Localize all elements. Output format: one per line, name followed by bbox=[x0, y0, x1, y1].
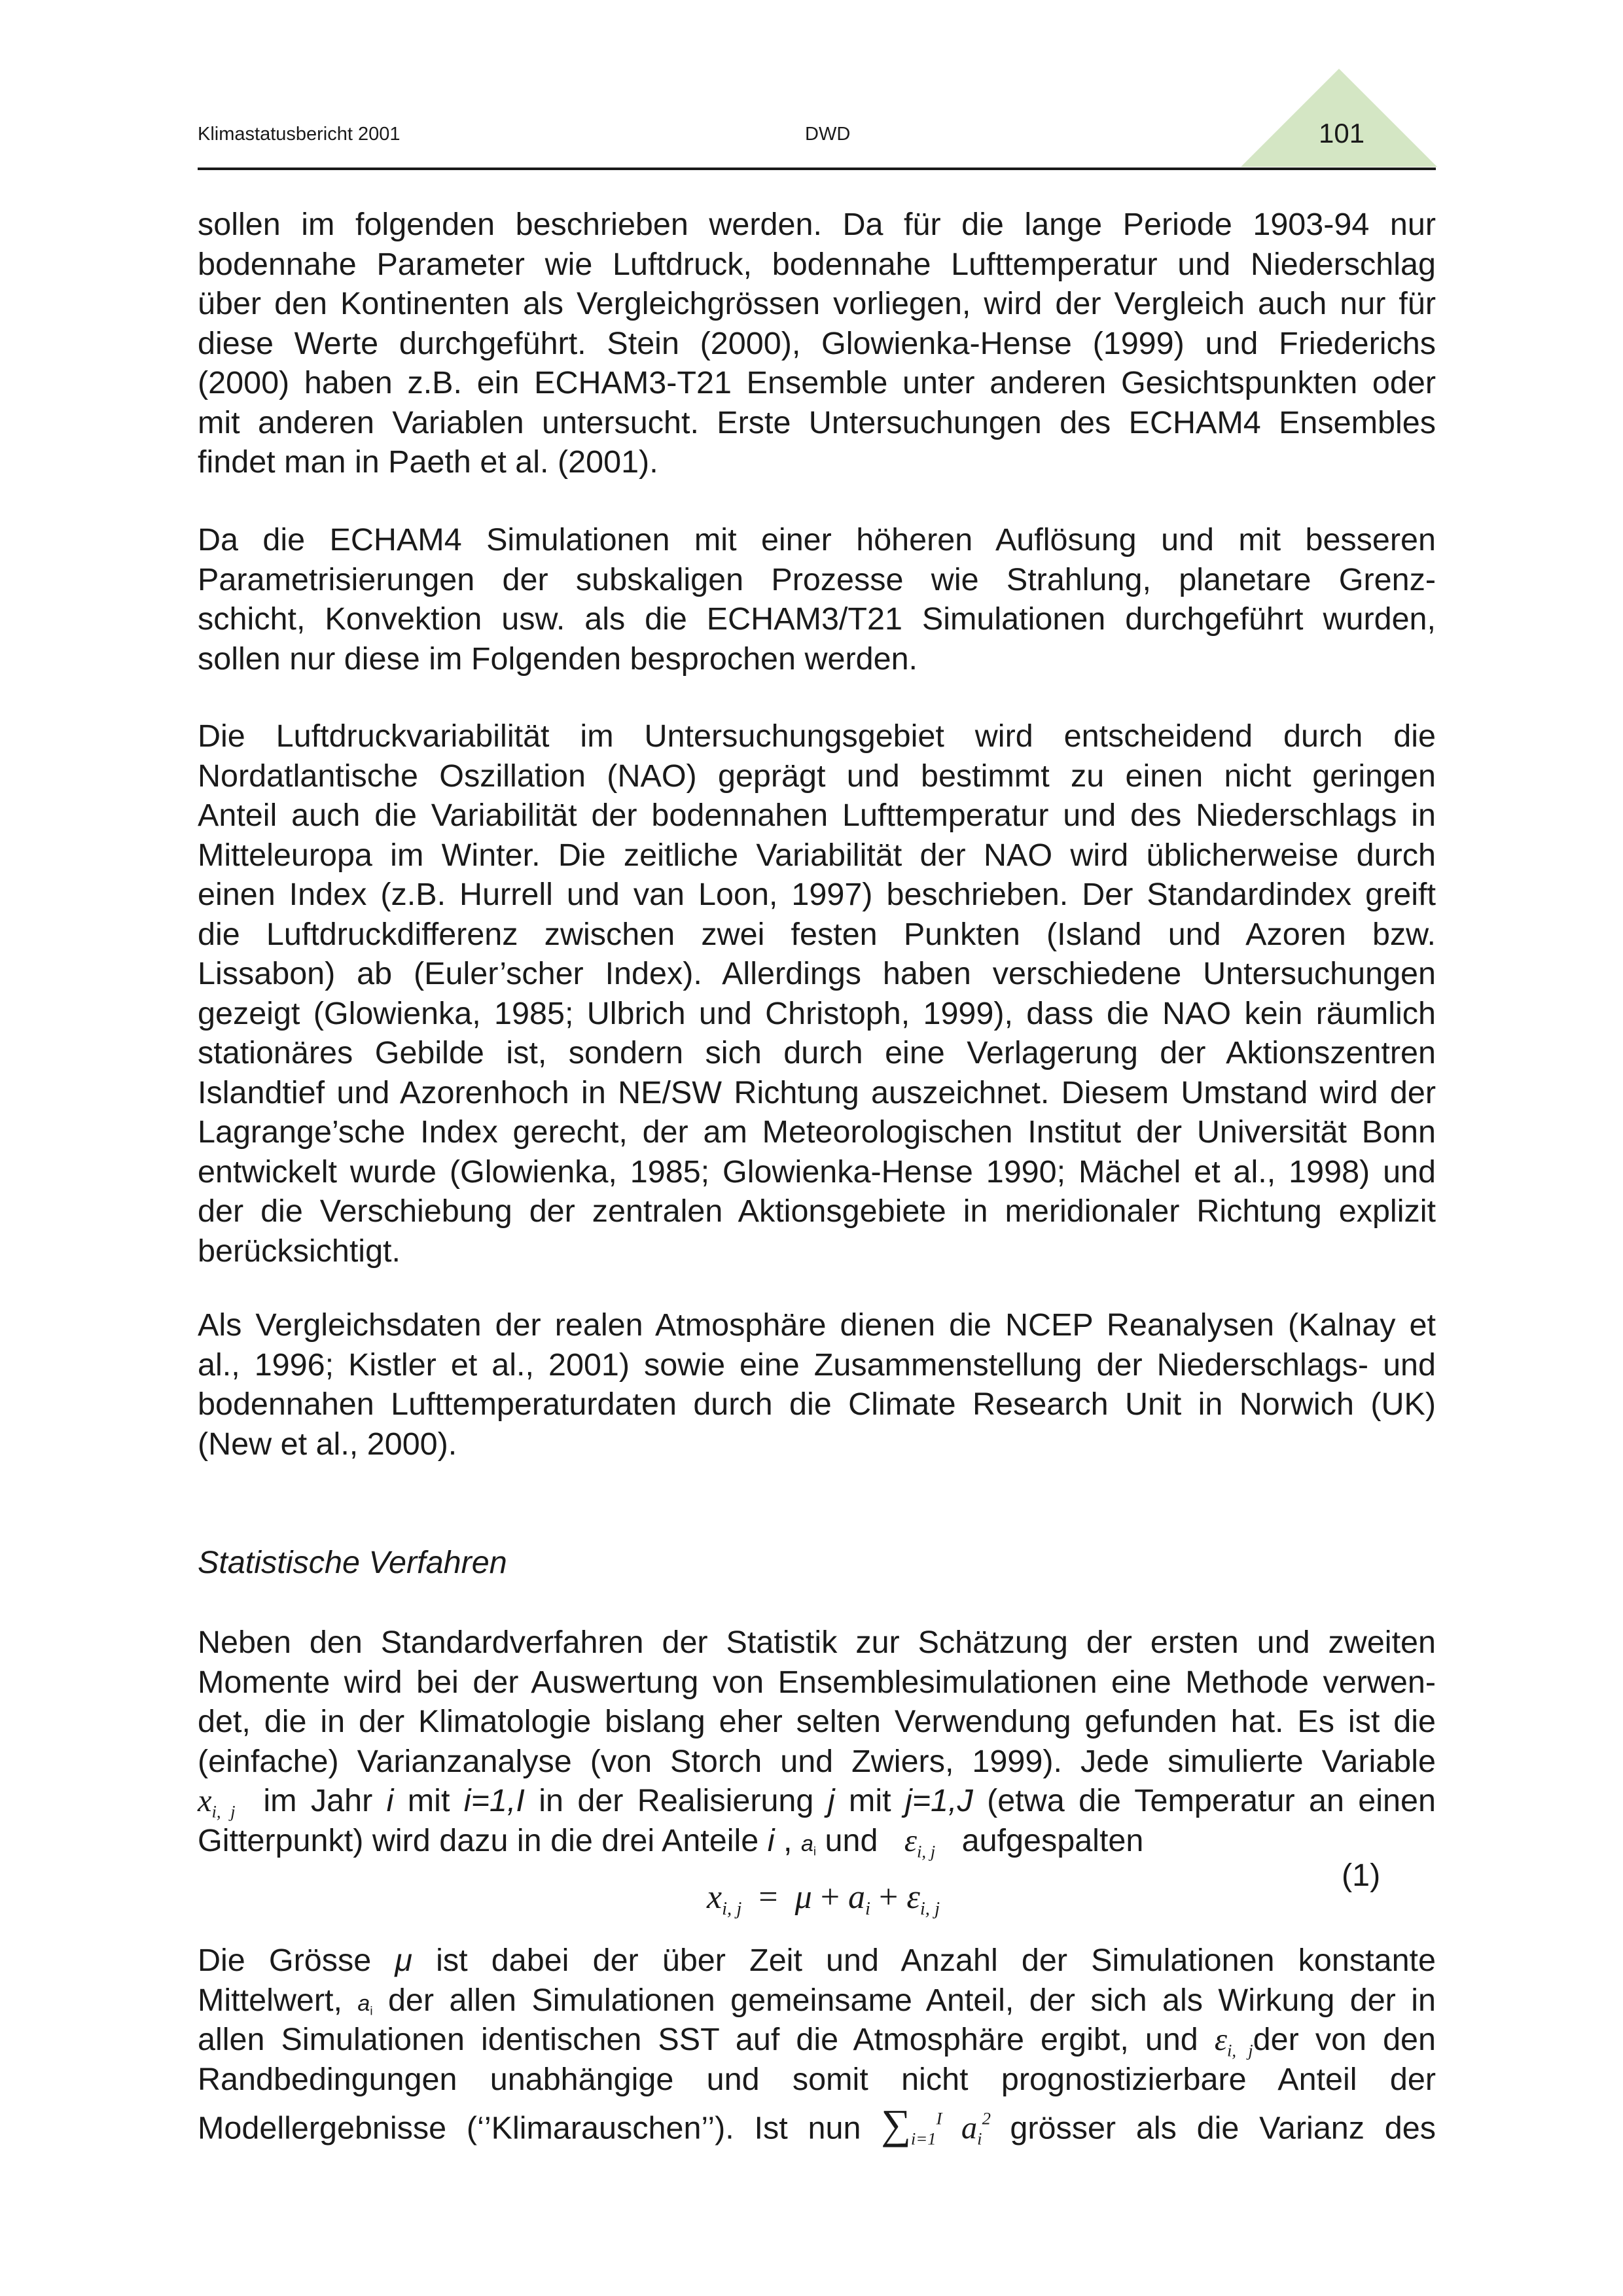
variable-x-ij: $x_{i, j}$ bbox=[198, 1784, 236, 1822]
page-number: 101 bbox=[1319, 118, 1365, 149]
text-line: sollen im folgenden beschrieben werden. Da für die lange Periode 1903-94 nur bbox=[198, 207, 1436, 242]
text-line: stationäres Gebilde ist, sondern sich durch eine Verlagerung der Aktionszentren bbox=[198, 1035, 1436, 1070]
text-line: Da die ECHAM4 Simulationen mit einer höheren Auflösung und mit besseren bbox=[198, 522, 1436, 557]
text-line: Neben den Standardverfahren der Statistik zur Schätzung der ersten und zweiten bbox=[198, 1625, 1436, 1660]
header-rule bbox=[198, 168, 1436, 170]
header-publisher: DWD bbox=[805, 124, 851, 145]
text-line: Momente wird bei der Auswertung von Ensemblesimulationen eine Methode verwen- bbox=[198, 1664, 1436, 1700]
paragraph-2 bbox=[198, 520, 1436, 679]
text-line: diese Werte durchgeführt. Stein (2000), Glowienka-Hense (1999) und Friederichs bbox=[198, 325, 1436, 361]
equation-number: (1) bbox=[1342, 1858, 1381, 1893]
text-line: Die Luftdruckvariabilität im Untersuchungsgebiet wird entscheidend durch die bbox=[198, 718, 1436, 754]
text-line: al., 1996; Kistler et al., 2001) sowie eine Zusammenstellung der Niederschlags- und bbox=[198, 1347, 1436, 1383]
text-line: Nordatlantische Oszillation (NAO) geprägt und bestimmt zu einen nicht geringen bbox=[198, 758, 1436, 794]
text-line: det, die in der Klimatologie bislang eher selten Verwendung gefunden hat. Es ist die bbox=[198, 1704, 1436, 1739]
text-line: die Luftdruckdifferenz zwischen zwei festen Punkten (Island und Azoren bzw. bbox=[198, 916, 1436, 952]
text-line: schicht, Konvektion usw. als die ECHAM3/T21 Simulationen durchgeführt wurden, bbox=[198, 601, 1436, 637]
text-line: (2000) haben z.B. ein ECHAM3-T21 Ensemble unter anderen Gesichtspunkten oder bbox=[198, 365, 1436, 400]
text-line: (einfache) Varianzanalyse (von Storch und Zwiers, 1999). Jede simulierte Variable bbox=[198, 1743, 1436, 1779]
text-line: Mitteleuropa im Winter. Die zeitliche Variabilität der NAO wird üblicherweise durch bbox=[198, 837, 1436, 873]
text-line: berücksichtigt. bbox=[198, 1233, 401, 1269]
paragraph-5 bbox=[198, 1623, 1436, 1860]
text-line-with-math: Gitterpunkt) wird dazu in die drei Anteile i , $a_i$ und $\varepsilon_{i, j}$ aufgespalten bbox=[198, 1822, 1144, 1861]
text-line: Als Vergleichsdaten der realen Atmosphäre dienen die NCEP Reanalysen (Kalnay et bbox=[198, 1307, 1436, 1343]
text-line: Islandtief und Azorenhoch in NE/SW Richtung auszeichnet. Diesem Umstand wird der bbox=[198, 1074, 1436, 1110]
text-line-with-math: $x_{i, j}$ im Jahr i mit i=1,I in der Realisierung j mit j=1,J (etwa die Temperatur an einen bbox=[198, 1783, 1436, 1822]
text-line: Parametrisierungen der subskaligen Prozesse wie Strahlung, planetare Grenz- bbox=[198, 561, 1436, 597]
text-line: Lissabon) ab (Euler’scher Index). Allerdings haben verschiedene Untersuchungen bbox=[198, 956, 1436, 991]
text-line: bodennahe Parameter wie Luftdruck, bodennahe Lufttemperatur und Niederschlag bbox=[198, 246, 1436, 282]
text-line: entwickelt wurde (Glowienka, 1985; Glowienka-Hense 1990; Mächel et al., 1998) und bbox=[198, 1154, 1436, 1190]
paragraph-6 bbox=[198, 1941, 1436, 2149]
text-line: Anteil auch die Variabilität der bodennahen Lufttemperatur und des Niederschlags in bbox=[198, 798, 1436, 833]
text-line: über den Kontinenten als Vergleichgrössen vorliegen, wird der Vergleich auch nur für bbox=[198, 286, 1436, 321]
text-line: bodennahen Lufttemperaturdaten durch die Climate Research Unit in Norwich (UK) bbox=[198, 1386, 1436, 1422]
text-line: der die Verschiebung der zentralen Aktionsgebiete in meridionaler Richtung explizit bbox=[198, 1193, 1436, 1229]
text-line: gezeigt (Glowienka, 1985; Ulbrich und Christoph, 1999), dass die NAO kein räumlich bbox=[198, 995, 1436, 1031]
text-line: allen Simulationen identischen SST auf die Atmosphäre ergibt, und $\varepsilon_{i, j}der$ von den bbox=[198, 2022, 1436, 2060]
text-line: mit anderen Variablen untersucht. Erste Untersuchungen des ECHAM4 Ensembles bbox=[198, 404, 1436, 440]
text-line: Die Grösse μ ist dabei der über Zeit und Anzahl der Simulationen konstante bbox=[198, 1943, 1436, 1978]
text-line: findet man in Paeth et al. (2001). bbox=[198, 444, 658, 480]
equation-1: $x_{i, j} = \mu + a_i + \varepsilon_{i, j}$ bbox=[707, 1879, 940, 1919]
text-line: einen Index (z.B. Hurrell und van Loon, 1997) beschrieben. Der Standardindex greift bbox=[198, 877, 1436, 912]
text-line: Mittelwert, $a_i$ der allen Simulationen gemeinsame Anteil, der sich als Wirkung der in bbox=[198, 1982, 1436, 2018]
text-line: sollen nur diese im Folgenden besprochen werden. bbox=[198, 641, 918, 677]
paragraph-1 bbox=[198, 205, 1436, 482]
paragraph-3 bbox=[198, 716, 1436, 1271]
variable-epsilon-ij: $\varepsilon_{i, j}$ bbox=[904, 1823, 936, 1861]
section-heading: Statistische Verfahren bbox=[198, 1545, 507, 1580]
text-line: Modellergebnisse (‘’Klimarauschen’’). Ist nun $\sum_{i=1}^I$ $a_i^2$ grösser als die Varianz des bbox=[198, 2101, 1436, 2149]
paragraph-4 bbox=[198, 1305, 1436, 1464]
text-line: Randbedingungen unabhängige und somit nicht prognostizierbare Anteil der bbox=[198, 2061, 1436, 2097]
text-line: (New et al., 2000). bbox=[198, 1426, 457, 1462]
variable-a-i: $a_i$ bbox=[800, 1831, 817, 1858]
sum-expression: $\sum_{i=1}^I$ $a_i^2$ bbox=[881, 2101, 991, 2149]
header-report-title: Klimastatusbericht 2001 bbox=[198, 124, 401, 145]
text-line: Lagrange’sche Index gerecht, der am Meteorologischen Institut der Universität Bonn bbox=[198, 1114, 1436, 1150]
